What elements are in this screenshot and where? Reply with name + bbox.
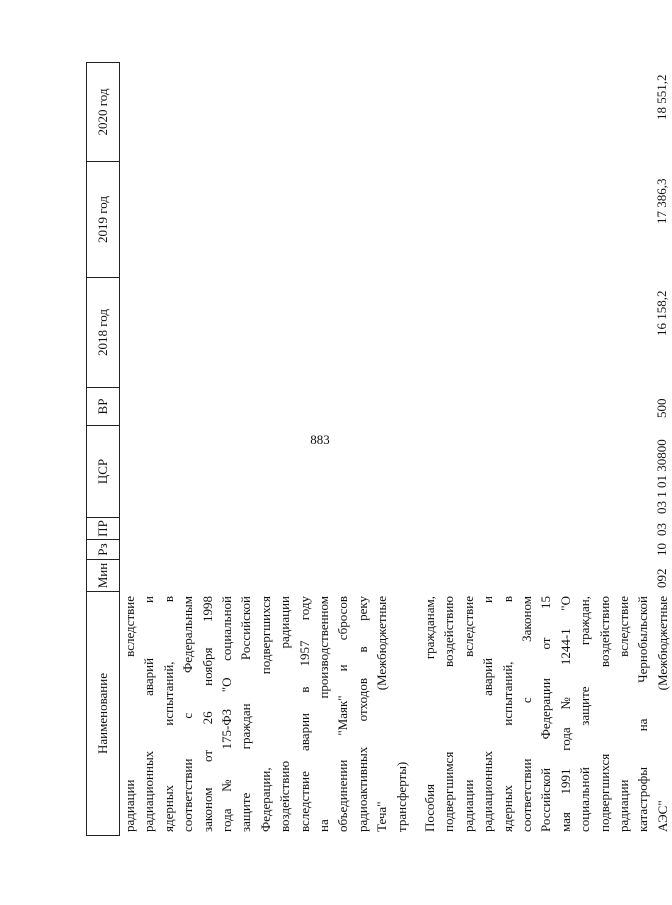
name-line: на производственном <box>316 596 332 832</box>
cell-2020: 18 551,2 <box>654 74 669 120</box>
name-line: объединении "Маяк" и сбросов <box>335 596 351 832</box>
header-vr: ВР <box>86 388 120 426</box>
header-2018: 2018 год <box>86 278 120 388</box>
row-name <box>420 596 672 832</box>
name-line: радиации вследствие <box>616 596 632 832</box>
header-name: Наименование <box>86 592 120 836</box>
header-pr: ПР <box>86 518 120 540</box>
name-line: подвергшихся воздействию <box>596 596 612 832</box>
table-header <box>86 62 120 836</box>
row-name <box>120 596 411 832</box>
name-line: Российской Федерации от 15 <box>538 596 554 832</box>
name-line: социальной защите граждан, <box>577 596 593 832</box>
page-number: 883 <box>310 432 330 447</box>
name-line: радиации вследствие <box>122 596 137 832</box>
name-line: ядерных испытаний, в <box>160 596 176 832</box>
budget-table <box>86 62 670 836</box>
cell-csr: 03 1 01 30800 <box>654 439 669 514</box>
name-line: катастрофы на Чернобыльской <box>635 596 651 832</box>
name-line: радиоактивных отходов в реку <box>354 596 370 832</box>
name-line: Федерации, подвергшихся <box>257 596 273 832</box>
name-line: Пособия гражданам, <box>422 596 437 832</box>
name-line: Теча" (Межбюджетные <box>374 596 390 832</box>
header-rz: Рз <box>86 540 120 560</box>
name-line: воздействию радиации <box>277 596 293 832</box>
cell-pr: 03 <box>654 523 669 536</box>
name-line: радиации вследствие <box>460 596 476 832</box>
name-line: радиационных аварий и <box>480 596 496 832</box>
header-2020: 2020 год <box>86 62 120 162</box>
header-csr: ЦСР <box>86 426 120 518</box>
name-line: законом от 26 ноября 1998 <box>199 596 215 832</box>
cell-2018: 16 158,2 <box>654 290 669 336</box>
name-line: ядерных испытаний, в <box>499 596 515 832</box>
name-line: мая 1991 года № 1244-1 "О <box>557 596 573 832</box>
name-line: трансферты) <box>393 761 409 832</box>
name-line: года № 175-ФЗ "О социальной <box>219 596 235 832</box>
cell-rz: 10 <box>654 543 669 556</box>
header-min: Мин <box>86 560 120 592</box>
name-line: АЭС" (Межбюджетные <box>654 596 670 832</box>
name-line: вследствие аварии в 1957 году <box>296 596 312 832</box>
name-line: соответствии с Федеральным <box>180 596 196 832</box>
name-line: подвергшимся воздействию <box>441 596 457 832</box>
cell-min: 092 <box>654 568 669 588</box>
name-line: радиационных аварий и <box>141 596 157 832</box>
name-line: соответствии с Законом <box>519 596 535 832</box>
name-line: защите граждан Российской <box>238 596 254 832</box>
cell-vr: 500 <box>654 398 669 418</box>
header-2019: 2019 год <box>86 162 120 278</box>
cell-2019: 17 386,3 <box>654 178 669 224</box>
table-body <box>120 62 670 836</box>
